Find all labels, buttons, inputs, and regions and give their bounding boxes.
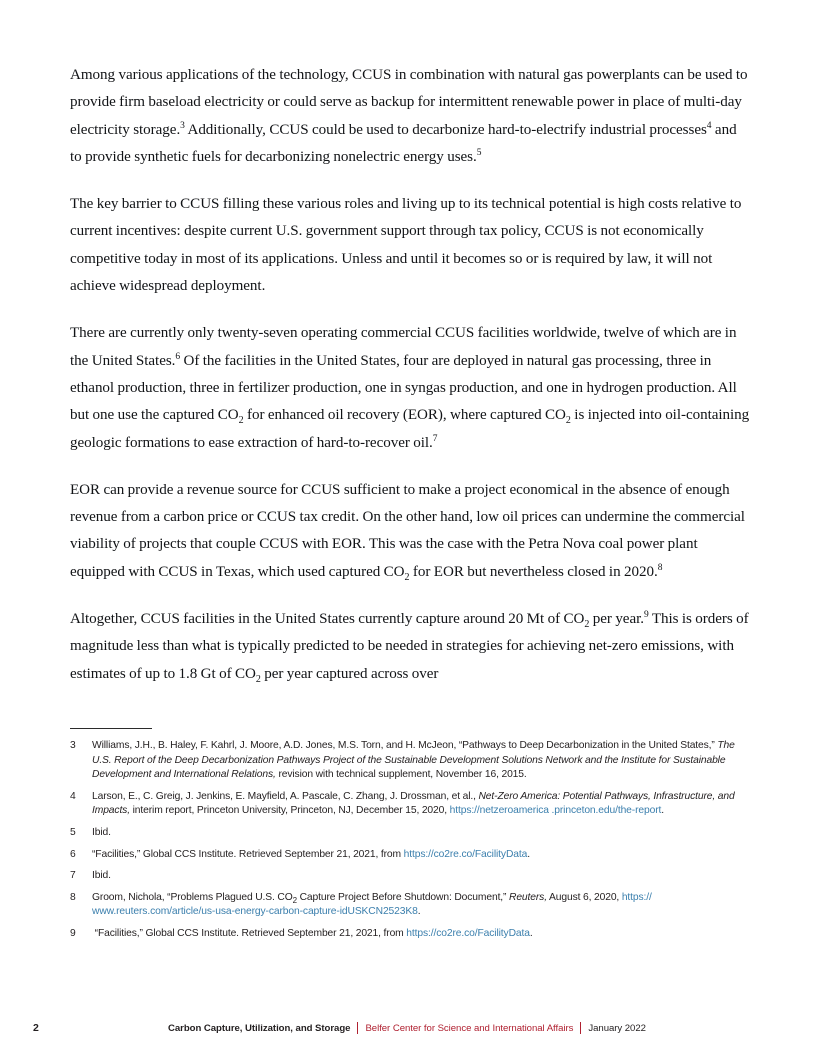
footnote-item [70, 848, 750, 863]
footer-document-title: Carbon Capture, Utilization, and Storage [168, 1022, 351, 1034]
footer-divider-1 [357, 1022, 358, 1034]
footnotes-section [70, 728, 750, 942]
footnote-item [70, 891, 750, 920]
footnote-text: Groom, Nichola, “Problems Plagued U.S. $CO_2$ Capture Project Before Shutdown: Document,” Reuters, August 6, 2020, https:// www.reuters.com/article/us-usa-energy-carbon-capture-idUSKCN2523K8. [92, 891, 652, 918]
paragraph-5: Altogether, CCUS facilities in the United States currently capture around 20 Mt of $CO_2$ per year.$^9$ This is orders of magnitude less than what is typically predicted to be needed in strategies for achieving net-zero emissions, with estimates of up to 1.8 Gt of $CO_2$ per year captured across over [70, 610, 749, 685]
footnote-item [70, 826, 750, 841]
paragraph-1: Among various applications of the technology, CCUS in combination with natural gas powerplants can be used to provide firm baseload electricity or could serve as backup for intermittent renewable power in place of multi-day electricity storage.$^3$ Additionally, CCUS could be used to decarbonize hard-to-electrify industrial processes$^4$ and to provide synthetic fuels for decarbonizing nonelectric energy uses.$^5$ [70, 67, 748, 165]
footnote-text: Larson, E., C. Greig, J. Jenkins, E. Mayfield, A. Pascale, C. Zhang, J. Drossman, et al., Net-Zero America: Potential Pathways, Infrastructure, and Impacts, interim report, Princeton University, Princeton, NJ, December 15, 2020, https://netzeroamerica .princeton.edu/the-report. [92, 790, 735, 817]
footer-divider-2 [580, 1022, 581, 1034]
footer-date: January 2022 [588, 1022, 646, 1034]
paragraph-3: There are currently only twenty-seven operating commercial CCUS facilities worldwide, twelve of which are in the United States.$^6$ Of the facilities in the United States, four are deployed in natural gas processing, three in ethanol production, three in fertilizer production, one in syngas production, and one in hydrogen production. All but one use the captured $CO_2$ for enhanced oil recovery (EOR), where captured $CO_2$ is injected into oil-containing geologic formations to ease extraction of hard-to-recover oil.$^7$ [70, 325, 750, 451]
footnote-item [70, 739, 750, 783]
footnote-number: 3 [70, 740, 76, 751]
footer-center-block [168, 1022, 646, 1034]
footnote-item [70, 927, 750, 942]
footnote-text: “Facilities,” Global CCS Institute. Retrieved September 21, 2021, from https://co2re.co/FacilityData. [92, 848, 530, 860]
paragraph-2: The key barrier to CCUS filling these various roles and living up to its technical potential is high costs relative to current incentives: despite current U.S. government support through tax policy, CCUS is not economically competitive today in most of its applications. Unless and until it becomes so or is required by law, it will not achieve widespread deployment. [70, 196, 742, 295]
footer-organization: Belfer Center for Science and International Affairs [365, 1022, 574, 1034]
footnote-item [70, 790, 750, 819]
footnote-number: 8 [70, 891, 76, 903]
footnote-separator-rule [70, 728, 152, 729]
footnote-number: 4 [70, 790, 76, 802]
footnote-text: Ibid. [92, 826, 111, 838]
footnote-item [70, 869, 750, 884]
footnote-number: 5 [70, 826, 76, 838]
footnote-text: “Facilities,” Global CCS Institute. Retrieved September 21, 2021, from https://co2re.co/FacilityData. [92, 927, 533, 939]
paragraph-4: EOR can provide a revenue source for CCUS sufficient to make a project economical in the absence of enough revenue from a carbon price or CCUS tax credit. On the other hand, low oil prices can undermine the commercial viability of projects that couple CCUS with EOR. This was the case with the Petra Nova coal power plant equipped with CCUS in Texas, which used captured $CO_2$ for EOR but nevertheless closed in 2020.$^8$ [70, 481, 745, 583]
footnote-number: 7 [70, 870, 76, 882]
footnote-text: Ibid. [92, 870, 111, 882]
page-footer [0, 1020, 815, 1042]
footnote-number: 6 [70, 848, 76, 860]
footnote-number: 9 [70, 927, 76, 939]
footnote-text: Williams, J.H., B. Haley, F. Kahrl, J. Moore, A.D. Jones, M.S. Torn, and H. McJeon, “Pathways to Deep Decarbonization in the United States,” The U.S. Report of the Deep Decarbonization Pathways Project of the Sustainable Development Solutions Network and the Institute for Sustainable Development and International Relations, revision with technical supplement, November 16, 2015. [92, 740, 735, 781]
page-number: 2 [33, 1022, 39, 1034]
body-text-column [70, 62, 750, 688]
